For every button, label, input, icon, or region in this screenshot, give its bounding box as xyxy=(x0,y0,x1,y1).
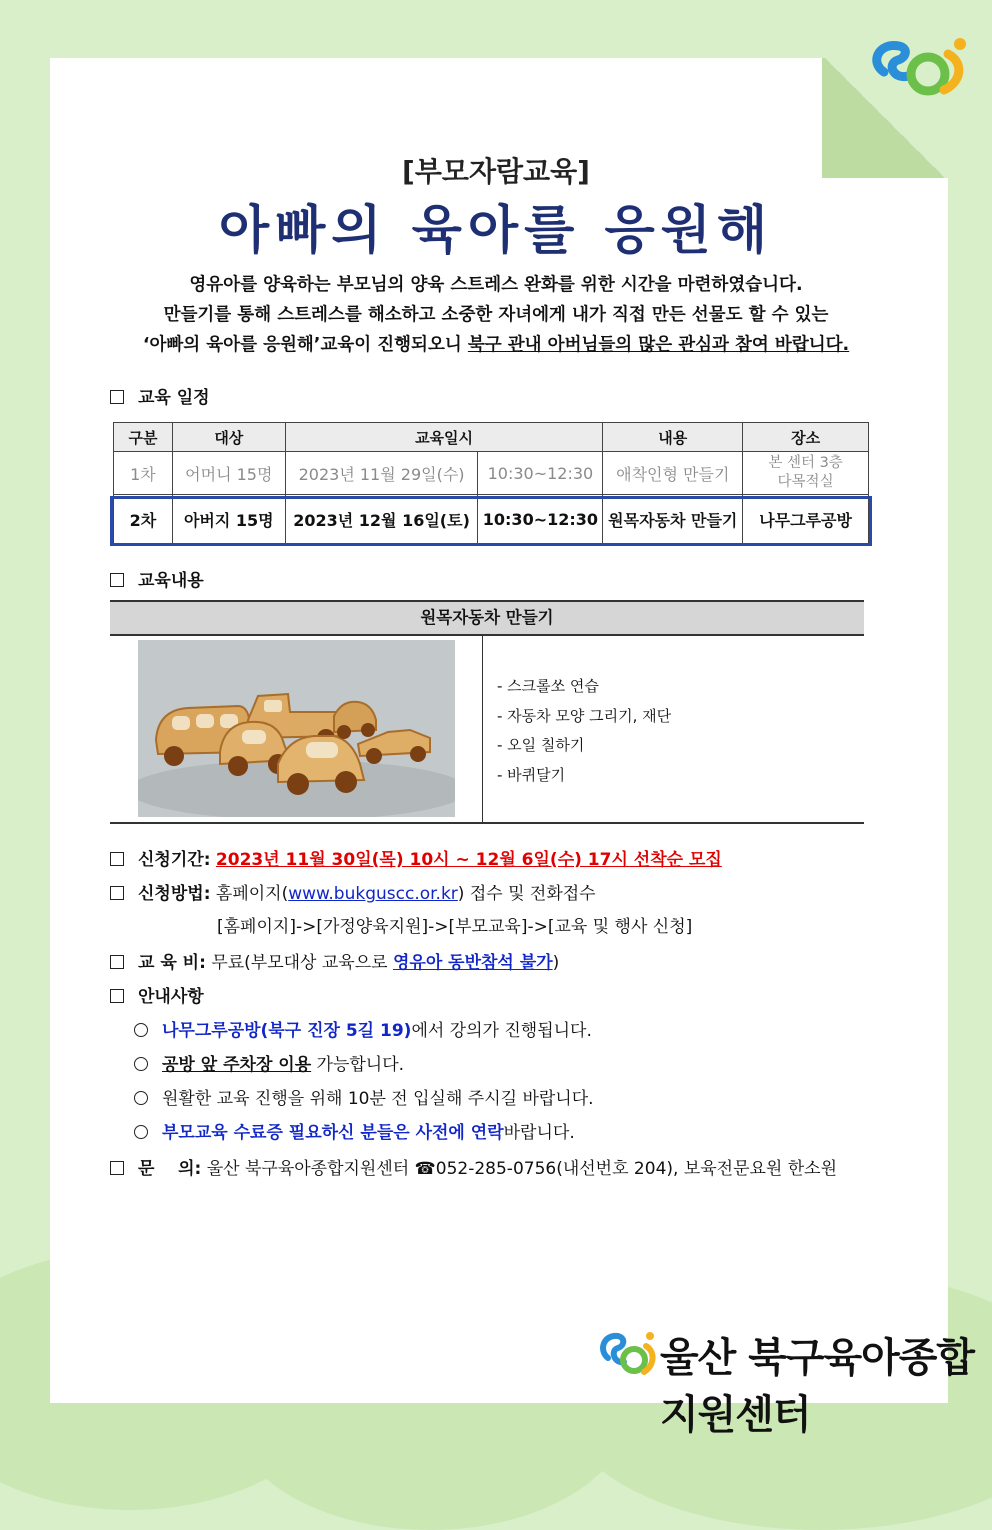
notice-item xyxy=(134,1118,575,1143)
table-cell: 2023년 11월 29일(수) xyxy=(285,452,478,495)
place-line: 본 센터 3층 xyxy=(768,455,843,471)
column-header: 구분 xyxy=(114,423,173,452)
notice-text: 가능합니다. xyxy=(311,1055,405,1075)
table-cell: 1차 xyxy=(114,452,173,495)
notice-item xyxy=(134,1084,594,1109)
notice-heading xyxy=(110,982,204,1007)
table-cell: 아버지 15명 xyxy=(172,495,285,544)
wooden-cars-photo xyxy=(138,640,455,817)
table-cell xyxy=(743,452,869,495)
contents-table-title: 원목자동차 만들기 xyxy=(110,600,864,636)
bullet-circle-icon xyxy=(134,1057,148,1071)
checkbox-icon xyxy=(110,390,124,404)
checkbox-icon xyxy=(110,573,124,587)
table-cell: 2차 xyxy=(114,495,173,544)
apply-method-suffix: ) 접수 및 전화접수 xyxy=(457,884,596,904)
notice-text: 원활한 교육 진행을 위해 10분 전 입실해 주시길 바랍니다. xyxy=(162,1089,594,1109)
fee-highlight: 영유아 동반참석 불가 xyxy=(392,953,553,973)
intro-paragraph xyxy=(60,270,932,360)
notice-text: 바랍니다. xyxy=(503,1123,575,1143)
inquiry-row xyxy=(110,1154,837,1179)
checkbox-icon xyxy=(110,1161,124,1175)
document-title: 아빠의 육아를 응원해 xyxy=(218,201,774,261)
fee-row xyxy=(110,948,559,973)
intro-text: ‘아빠의 육아를 응원해’교육이 진행되오니 xyxy=(142,335,468,355)
notice-highlight: 나무그루공방(북구 진장 5길 19) xyxy=(162,1021,412,1041)
list-item: - 스크롤쏘 연습 xyxy=(497,677,599,695)
wooden-cars-image xyxy=(138,640,455,817)
fee-prefix: 무료(부모대상 교육으로 xyxy=(211,953,393,973)
checkbox-icon xyxy=(110,886,124,900)
notice-highlight: 공방 앞 주차장 이용 xyxy=(162,1055,312,1075)
notice-item xyxy=(134,1050,404,1075)
highlight-frame xyxy=(110,496,872,546)
intro-line: 만들기를 통해 스트레스를 해소하고 소중한 자녀에게 내가 직접 만든 선물도 할 수 있는 xyxy=(163,305,829,325)
column-header: 장소 xyxy=(743,423,869,452)
homepage-link[interactable]: www.bukguscc.or.kr xyxy=(288,884,458,904)
document-subtitle: [부모자람교육] xyxy=(402,155,590,188)
center-logo-icon xyxy=(864,32,974,102)
list-item: - 바퀴달기 xyxy=(497,765,566,784)
inquiry-value: 울산 북구육아종합지원센터 ☎052-285-0756(내선번호 204), 보육전문요원 한소원 xyxy=(206,1159,838,1179)
intro-line xyxy=(60,330,932,360)
bullet-circle-icon xyxy=(134,1125,148,1139)
table-cell: 애착인형 만들기 xyxy=(603,452,743,495)
apply-method-path: [홈페이지]->[가정양육지원]->[부모교육]->[교육 및 행사 신청] xyxy=(217,917,693,937)
table-cell: 어머니 15명 xyxy=(172,452,285,495)
apply-method-label: 신청방법: xyxy=(138,884,211,904)
place-line: 다목적실 xyxy=(777,474,834,490)
inquiry-label: 문 의: xyxy=(138,1159,202,1179)
notice-item xyxy=(134,1016,592,1041)
schedule-heading xyxy=(110,383,210,408)
checkbox-icon xyxy=(110,955,124,969)
apply-period-value: 2023년 11월 30일(목) 10시 ~ 12월 6일(수) 17시 선착순 모집 xyxy=(215,850,722,870)
fee-label: 교 육 비: xyxy=(138,953,206,973)
fee-suffix: ) xyxy=(552,953,560,973)
contents-list xyxy=(497,672,671,790)
notice-highlight: 부모교육 수료증 필요하신 분들은 사전에 연락 xyxy=(162,1123,504,1143)
list-item: - 자동차 모양 그리기, 재단 xyxy=(497,706,672,725)
table-cell: 2023년 12월 16일(토) xyxy=(285,495,478,544)
apply-period-row xyxy=(110,845,722,870)
checkbox-icon xyxy=(110,852,124,866)
table-cell: 10:30~12:30 xyxy=(478,452,603,495)
table-cell: 나무그루공방 xyxy=(743,495,869,544)
notice-text: 에서 강의가 진행됩니다. xyxy=(411,1021,592,1041)
table-cell: 원목자동차 만들기 xyxy=(603,495,743,544)
table-cell: 10:30~12:30 xyxy=(478,495,603,544)
intro-emphasis: 북구 관내 아버님들의 많은 관심과 참여 바랍니다. xyxy=(467,335,850,355)
apply-method-prefix: 홈페이지( xyxy=(215,884,289,904)
column-header: 대상 xyxy=(172,423,285,452)
table-row xyxy=(114,452,869,495)
notice-heading-label: 안내사항 xyxy=(138,987,204,1007)
bullet-circle-icon xyxy=(134,1091,148,1105)
column-header: 교육일시 xyxy=(285,423,603,452)
list-item: - 오일 칠하기 xyxy=(497,736,585,754)
table-divider xyxy=(482,634,483,822)
footer-org-name: 울산 북구육아종합지원센터 xyxy=(660,1335,975,1438)
contents-heading-label: 교육내용 xyxy=(138,571,204,591)
contents-heading xyxy=(110,566,204,591)
bullet-circle-icon xyxy=(134,1023,148,1037)
intro-line: 영유아를 양육하는 부모님의 양육 스트레스 완화를 위한 시간을 마련하였습니다. xyxy=(189,275,803,295)
schedule-heading-label: 교육 일정 xyxy=(138,388,210,408)
apply-method-row xyxy=(110,879,596,904)
column-header: 내용 xyxy=(603,423,743,452)
footer-logo-icon xyxy=(596,1322,656,1382)
checkbox-icon xyxy=(110,989,124,1003)
apply-period-label: 신청기간: xyxy=(138,850,211,870)
